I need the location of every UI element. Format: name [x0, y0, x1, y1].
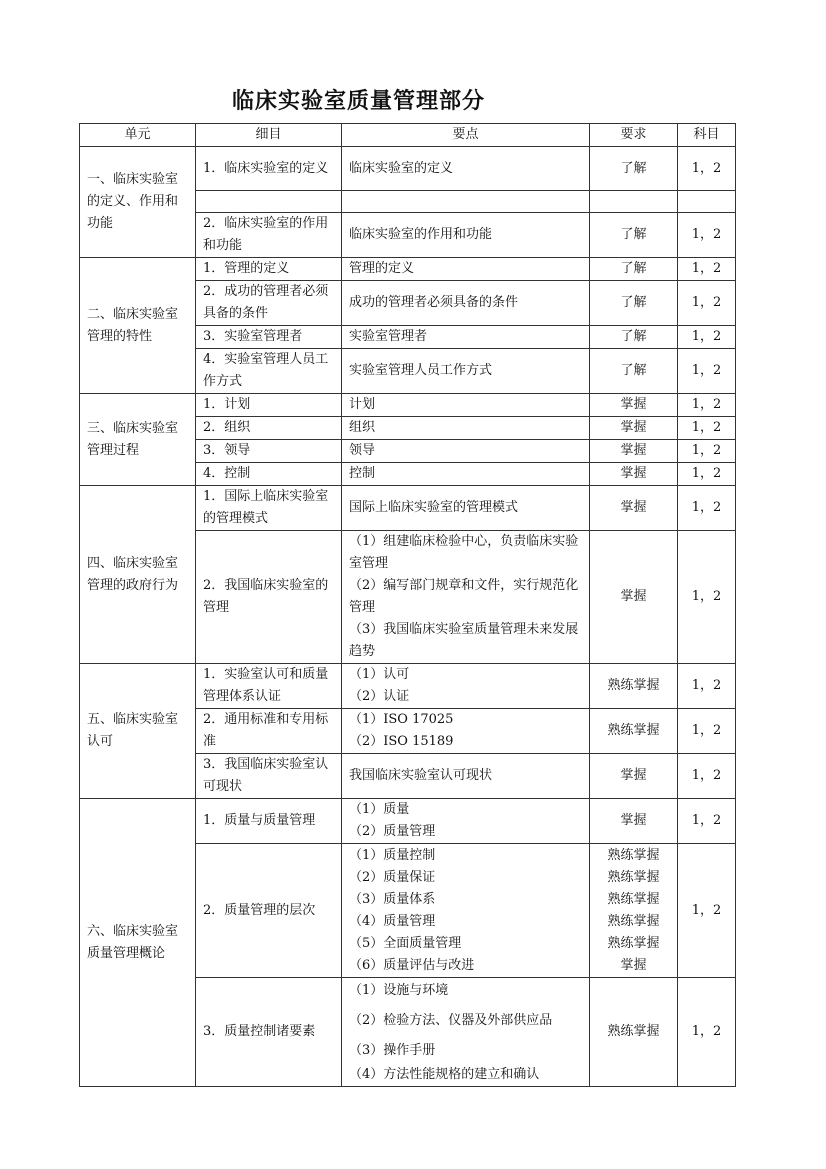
item-cell: 2．临床实验室的作用和功能 [196, 213, 342, 258]
unit-cell: 一、临床实验室的定义、作用和功能 [80, 147, 196, 258]
point-line: （1）认可 [349, 667, 410, 682]
subject-cell: 1，2 [678, 531, 736, 664]
header-point: 要点 [342, 124, 590, 147]
point-cell [342, 709, 590, 754]
header-subject: 科目 [678, 124, 736, 147]
table-row [80, 147, 736, 191]
point-cell [342, 531, 590, 664]
item-cell: 4．控制 [196, 463, 342, 486]
point-line: （4）质量管理 [349, 913, 436, 929]
header-unit: 单元 [80, 124, 196, 147]
item-cell: 1．计划 [196, 394, 342, 417]
item-cell: 2．成功的管理者必须具备的条件 [196, 281, 342, 326]
empty-cell [342, 191, 590, 213]
point-line: （3）我国临床实验室质量管理未来发展趋势 [349, 622, 579, 659]
point-cell [342, 978, 590, 1087]
point-cell: 控制 [342, 463, 590, 486]
header-item: 细目 [196, 124, 342, 147]
subject-cell: 1，2 [678, 664, 736, 709]
item-cell: 2．通用标准和专用标准 [196, 709, 342, 754]
point-line: （1）ISO 17025 [349, 712, 454, 727]
unit-cell: 六、临床实验室质量管理概论 [80, 799, 196, 1087]
item-cell: 4．实验室管理人员工作方式 [196, 349, 342, 394]
requirement-cell: 了解 [590, 213, 678, 258]
table-row [80, 664, 736, 709]
subject-cell: 1，2 [678, 709, 736, 754]
point-cell: 计划 [342, 394, 590, 417]
empty-cell [196, 191, 342, 213]
requirement-cell: 掌握 [590, 799, 678, 844]
requirement-cell: 熟练掌握 [590, 978, 678, 1087]
requirement-line: 熟练掌握 [607, 935, 660, 951]
requirement-line: 熟练掌握 [607, 913, 660, 929]
item-cell: 2．质量管理的层次 [196, 844, 342, 978]
table-row [80, 394, 736, 417]
subject-cell: 1，2 [678, 844, 736, 978]
item-cell: 3．我国临床实验室认可现状 [196, 754, 342, 799]
requirement-cell: 掌握 [590, 440, 678, 463]
requirement-cell [590, 844, 678, 978]
point-line: （4）方法性能规格的建立和确认 [349, 1067, 540, 1082]
point-line: （1）组建临床检验中心，负责临床实验室管理 [349, 534, 579, 571]
item-cell: 2．组织 [196, 417, 342, 440]
subject-cell: 1，2 [678, 463, 736, 486]
header-row [80, 124, 736, 147]
unit-cell: 二、临床实验室管理的特性 [80, 258, 196, 394]
point-cell [342, 664, 590, 709]
subject-cell: 1，2 [678, 258, 736, 281]
point-line: （2）质量管理 [349, 824, 436, 839]
point-cell: 组织 [342, 417, 590, 440]
requirement-cell: 了解 [590, 281, 678, 326]
requirement-line: 熟练掌握 [607, 891, 660, 907]
point-cell: 临床实验室的作用和功能 [342, 213, 590, 258]
point-cell: 管理的定义 [342, 258, 590, 281]
item-cell: 1．质量与质量管理 [196, 799, 342, 844]
requirement-cell: 掌握 [590, 417, 678, 440]
point-cell: 国际上临床实验室的管理模式 [342, 486, 590, 531]
point-cell [342, 799, 590, 844]
requirement-cell: 掌握 [590, 754, 678, 799]
item-cell: 3．实验室管理者 [196, 326, 342, 349]
subject-cell: 1，2 [678, 799, 736, 844]
item-cell: 1．实验室认可和质量管理体系认证 [196, 664, 342, 709]
point-cell: 我国临床实验室认可现状 [342, 754, 590, 799]
item-cell: 1．临床实验室的定义 [196, 147, 342, 191]
subject-cell: 1，2 [678, 213, 736, 258]
requirement-cell: 掌握 [590, 463, 678, 486]
subject-cell: 1，2 [678, 326, 736, 349]
syllabus-table [79, 123, 736, 1087]
point-line: （3）质量体系 [349, 891, 436, 907]
unit-cell: 四、临床实验室管理的政府行为 [80, 486, 196, 664]
page-title: 临床实验室质量管理部分 [232, 89, 486, 114]
item-cell: 1．国际上临床实验室的管理模式 [196, 486, 342, 531]
point-line: （1）质量 [349, 802, 410, 817]
requirement-line: 掌握 [620, 957, 647, 973]
point-cell: 成功的管理者必须具备的条件 [342, 281, 590, 326]
requirement-cell: 了解 [590, 147, 678, 191]
point-cell: 领导 [342, 440, 590, 463]
point-line: （2）编写部门规章和文件，实行规范化管理 [349, 578, 579, 615]
point-line: （1）设施与环境 [349, 983, 449, 998]
point-cell: 临床实验室的定义 [342, 147, 590, 191]
unit-cell: 三、临床实验室管理过程 [80, 394, 196, 486]
point-cell: 实验室管理人员工作方式 [342, 349, 590, 394]
point-line: （6）质量评估与改进 [349, 957, 475, 973]
item-cell: 3．质量控制诸要素 [196, 978, 342, 1087]
subject-cell: 1，2 [678, 417, 736, 440]
table-row [80, 799, 736, 844]
header-requirement: 要求 [590, 124, 678, 147]
subject-cell: 1，2 [678, 440, 736, 463]
point-line: （2）认证 [349, 689, 410, 704]
table-row [80, 486, 736, 531]
item-cell: 1．管理的定义 [196, 258, 342, 281]
subject-cell: 1，2 [678, 754, 736, 799]
requirement-cell: 熟练掌握 [590, 709, 678, 754]
item-cell: 3．领导 [196, 440, 342, 463]
requirement-cell: 掌握 [590, 531, 678, 664]
point-line: （2）ISO 15189 [349, 734, 454, 749]
point-line: （1）质量控制 [349, 847, 436, 863]
requirement-cell: 了解 [590, 349, 678, 394]
point-cell: 实验室管理者 [342, 326, 590, 349]
table-row [80, 258, 736, 281]
subject-cell: 1，2 [678, 394, 736, 417]
requirement-cell: 掌握 [590, 394, 678, 417]
point-line: （2）检验方法、仪器及外部供应品 [349, 1013, 553, 1028]
point-line: （3）操作手册 [349, 1043, 436, 1058]
requirement-line: 熟练掌握 [607, 869, 660, 885]
requirement-line: 熟练掌握 [607, 847, 660, 863]
unit-cell: 五、临床实验室认可 [80, 664, 196, 799]
subject-cell: 1，2 [678, 978, 736, 1087]
requirement-cell: 了解 [590, 326, 678, 349]
empty-cell [678, 191, 736, 213]
point-line: （2）质量保证 [349, 869, 436, 885]
requirement-cell: 掌握 [590, 486, 678, 531]
requirement-cell: 熟练掌握 [590, 664, 678, 709]
subject-cell: 1，2 [678, 349, 736, 394]
point-cell [342, 844, 590, 978]
empty-cell [590, 191, 678, 213]
subject-cell: 1，2 [678, 486, 736, 531]
requirement-cell: 了解 [590, 258, 678, 281]
subject-cell: 1，2 [678, 281, 736, 326]
point-line: （5）全面质量管理 [349, 935, 462, 951]
item-cell: 2．我国临床实验室的管理 [196, 531, 342, 664]
subject-cell: 1，2 [678, 147, 736, 191]
